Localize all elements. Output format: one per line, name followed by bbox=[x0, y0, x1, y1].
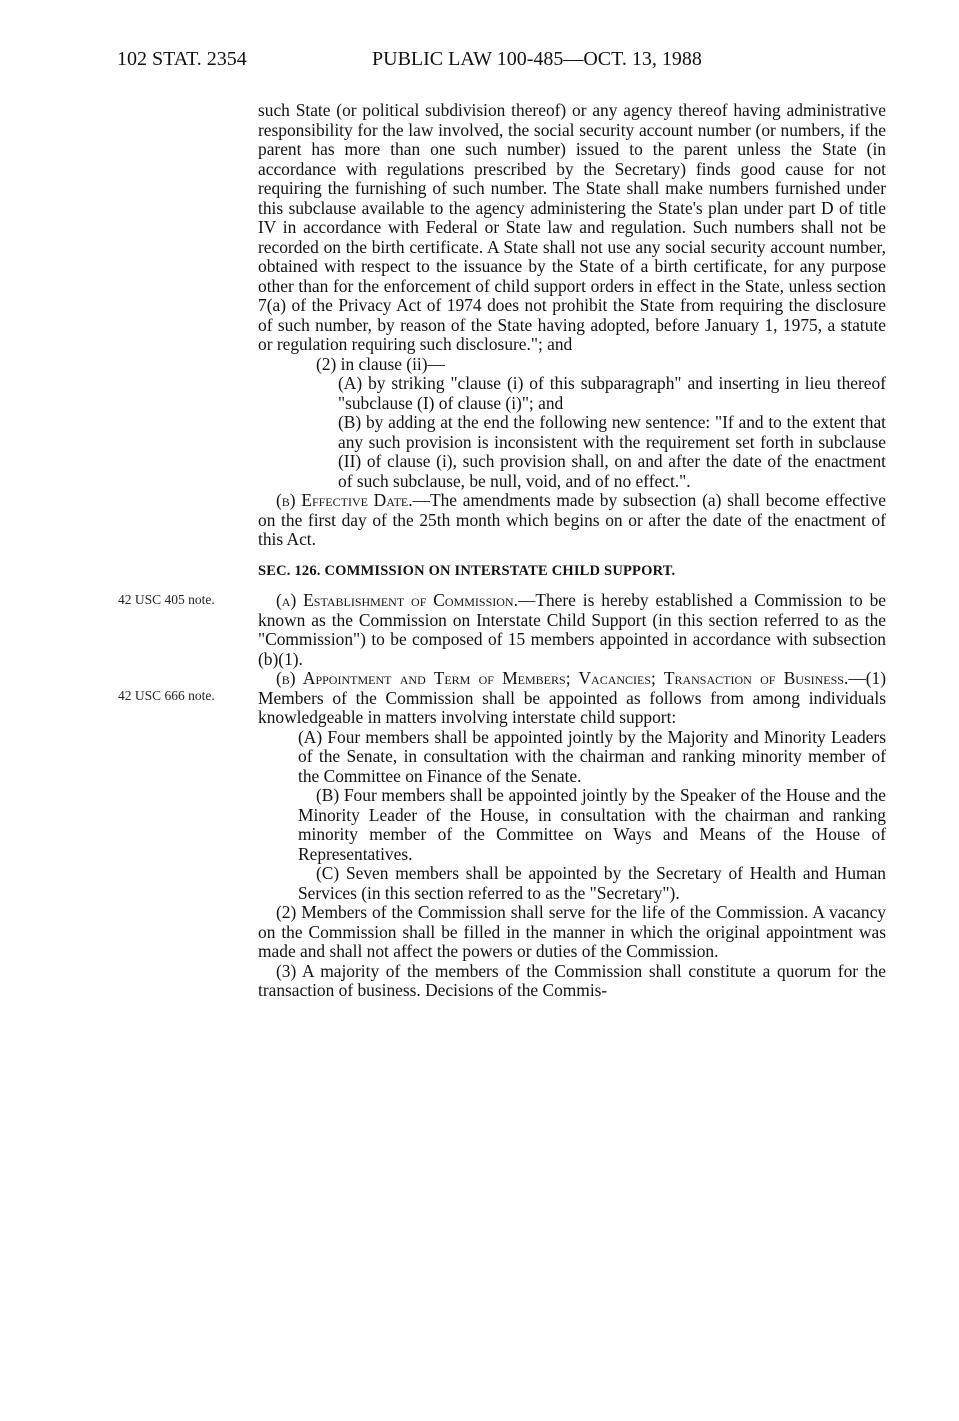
appointment-text: —(1) Members of the Commission shall be appointed as follows from among individuals knowledgeable in matters involving interstate child support: bbox=[258, 668, 886, 727]
appointment-label: (b) Appointment and Term of Members; Vacancies; Transaction of Business. bbox=[276, 668, 849, 688]
paragraph-clause-ii-a: (A) by striking "clause (i) of this subparagraph" and inserting in lieu thereof "subclause (I) of clause (i)"; and bbox=[338, 373, 886, 413]
paragraph-effective-date bbox=[258, 491, 886, 550]
margin-note-405: 42 USC 405 note. bbox=[118, 592, 215, 607]
paragraph-continuation: such State (or political subdivision thereof) or any agency thereof having administrative responsibility for the law involved, the social security account number (or numbers, if the parent has more than one such number) issued to the parent unless the State (in accordance with regulations prescribed by the Secretary) finds good cause for not requiring the furnishing of such number. The State shall make numbers furnished under this subclause available to the agency administering the State's plan under part D of title IV in accordance with Federal or State law and regulation. Such numbers shall not be recorded on the birth certificate. A State shall not use any social security account number, obtained with respect to the issuance by the State of a birth certificate, for any purpose other than for the enforcement of child support orders in effect in the State, unless section 7(a) of the Privacy Act of 1974 does not prohibit the State from requiring the disclosure of such number, by reason of the State having adopted, before January 1, 1975, a statute or regulation requiring such disclosure."; and bbox=[258, 100, 886, 354]
paragraph-appointment bbox=[258, 669, 886, 728]
document-body bbox=[258, 101, 886, 1001]
paragraph-quorum: (3) A majority of the members of the Commission shall constitute a quorum for the transaction of business. Decisions of the Commis- bbox=[258, 960, 886, 1000]
effective-date-text: —The amendments made by subsection (a) shall become effective on the first day of the 25th month which begins on or after the date of the enactment of this Act. bbox=[258, 490, 887, 549]
section-heading: SEC. 126. COMMISSION ON INTERSTATE CHILD SUPPORT. bbox=[258, 562, 676, 579]
paragraph-establishment bbox=[258, 591, 886, 669]
effective-date-label: (b) Effective Date. bbox=[276, 490, 413, 510]
statute-page-number: 102 STAT. 2354 bbox=[117, 48, 247, 70]
paragraph-clause-ii-b: (B) by adding at the end the following new sentence: "If and to the extent that any such provision is inconsistent with the requirement set forth in subclause (II) of clause (i), such provision shall, on and after the date of the enactment of such subclause, be null, void, and of no effect.". bbox=[338, 412, 886, 491]
page-header bbox=[117, 48, 889, 78]
establishment-text: —There is hereby established a Commission to be known as the Commission on Interstate Child Support (in this section referred to as the "Commission") to be composed of 15 members appointed in accordance with subsection (b)(1). bbox=[258, 590, 886, 669]
public-law-citation: PUBLIC LAW 100-485—OCT. 13, 1988 bbox=[372, 48, 702, 70]
paragraph-members-a: (A) Four members shall be appointed jointly by the Majority and Minority Leaders of the Senate, in consultation with the chairman and ranking minority member of the Committee on Finance of the Senate. bbox=[298, 726, 886, 786]
paragraph-members-b: (B) Four members shall be appointed jointly by the Speaker of the House and the Minority Leader of the House, in consultation with the chairman and ranking minority member of the Committee on Ways and Means of the House of Representatives. bbox=[298, 785, 886, 864]
margin-note-666: 42 USC 666 note. bbox=[118, 688, 215, 703]
paragraph-members-c: (C) Seven members shall be appointed by the Secretary of Health and Human Services (in this section referred to as the "Secretary"). bbox=[298, 863, 886, 903]
paragraph-clause-ii: (2) in clause (ii)— bbox=[316, 353, 445, 374]
paragraph-term: (2) Members of the Commission shall serve for the life of the Commission. A vacancy on the Commission shall be filled in the manner in which the original appointment was made and shall not affect the powers or duties of the Commission. bbox=[258, 902, 886, 961]
establishment-label: (a) Establishment of Commission. bbox=[276, 590, 518, 610]
